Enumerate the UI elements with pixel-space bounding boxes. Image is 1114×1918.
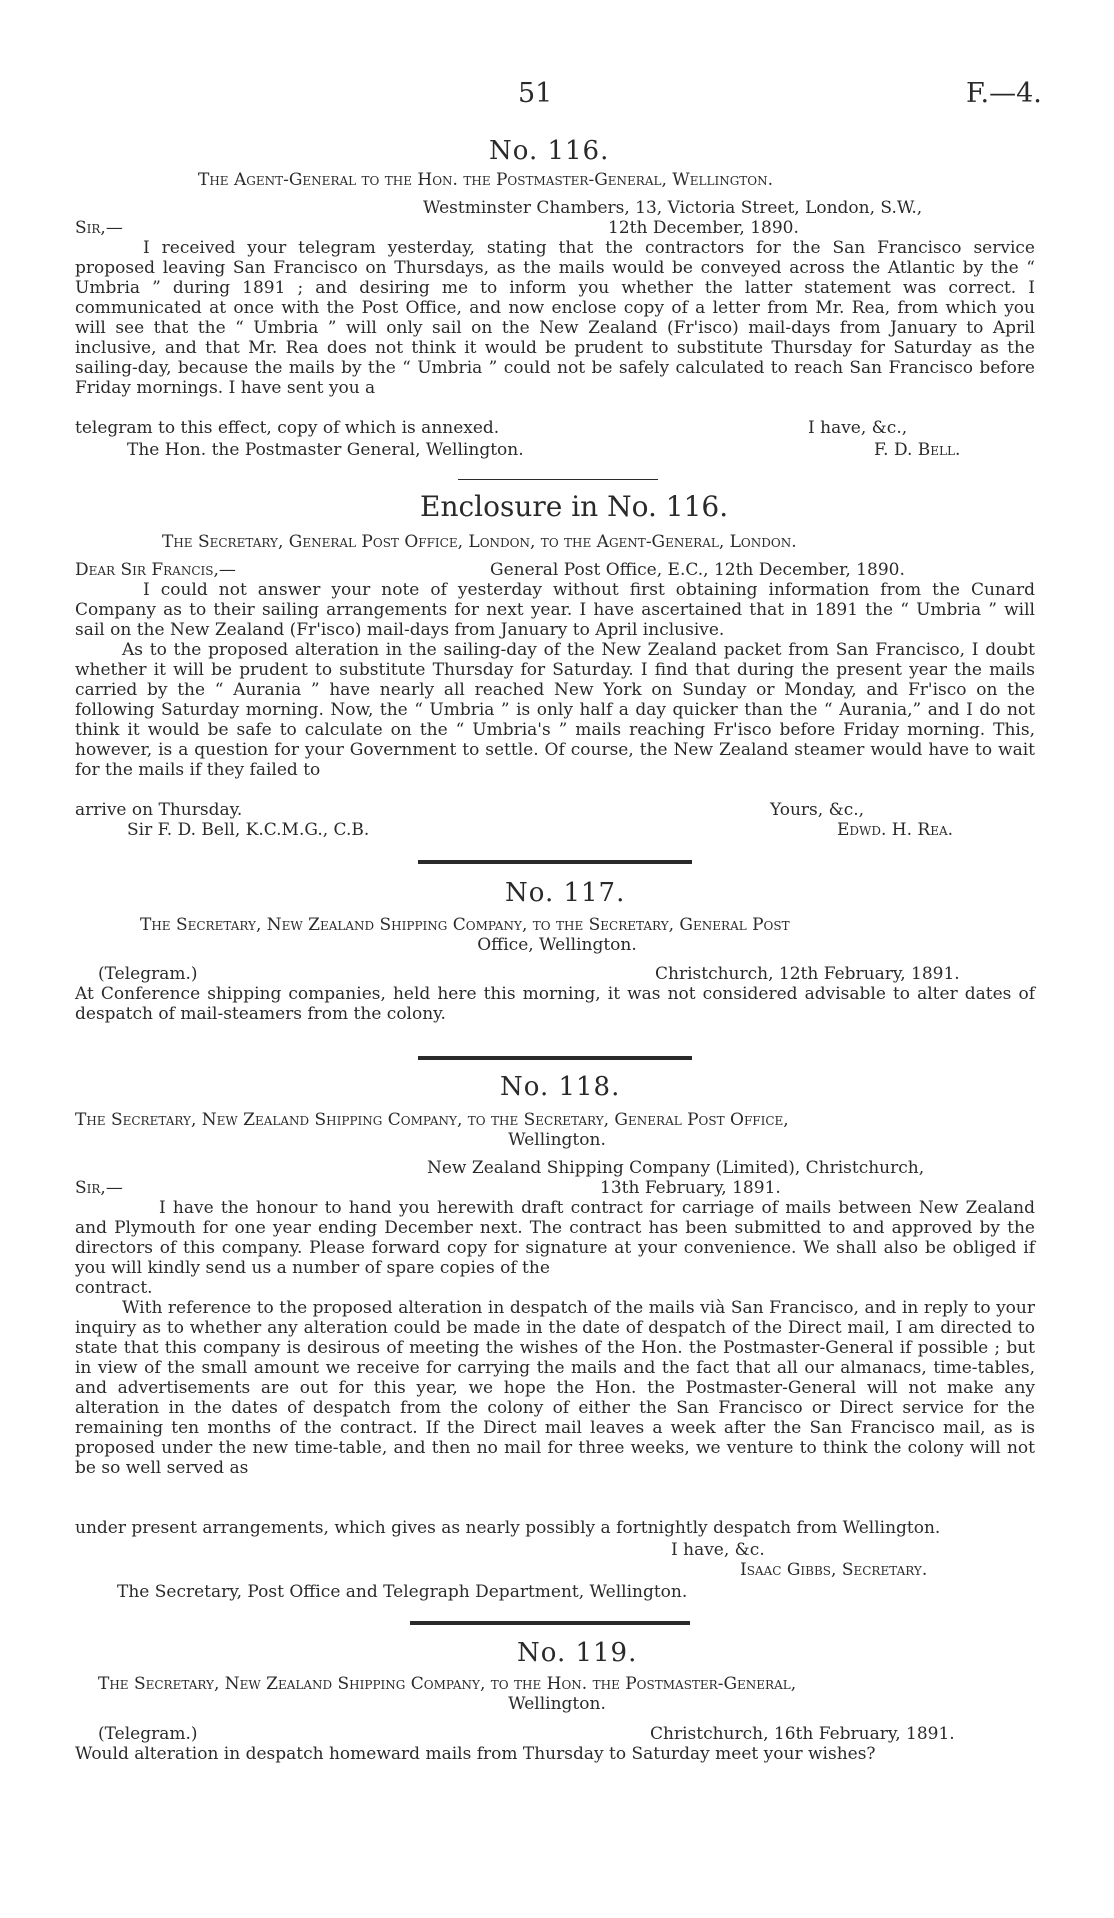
letter-number-117: No. 117. — [505, 878, 626, 908]
enclosure-paragraph-2: As to the proposed alteration in the sailing-day of the New Zealand packet from San Francisco, I doubt whether it will be prudent to substitute Thursday for Saturday. I find that during the present year the mails carried by the “ Aurania ” have nearly all reached New York on Sunday or Monday, and Fr'isco on the following Saturday morning. Now, the “ Umbria ” is only half a day quicker than the “ Aurania,” and I do not think it would be safe to calculate on the “ Umbria's ” mails reaching Fr'isco before Friday morning. This, however, is a question for your Government to settle. Of course, the New Zealand steamer would have to wait for the mails if they failed to — [75, 640, 1035, 780]
letter-119-date-place: Christchurch, 16th February, 1891. — [650, 1724, 955, 1744]
enclosure-closing: Yours, &c., — [770, 800, 865, 820]
letter-116-address: Westminster Chambers, 13, Victoria Street, London, S.W., — [423, 198, 923, 218]
letter-116-body-last-line: telegram to this effect, copy of which is annexed. — [75, 418, 500, 438]
letter-118-date: 13th February, 1891. — [600, 1178, 781, 1198]
divider-thick — [418, 1056, 692, 1060]
letter-number-119: No. 119. — [517, 1638, 638, 1668]
enclosure-title: Enclosure in No. 116. — [420, 490, 729, 523]
divider-thick — [418, 860, 692, 864]
letter-118-address: New Zealand Shipping Company (Limited), Christchurch, — [427, 1158, 925, 1178]
letter-119-body: Would alteration in despatch homeward mails from Thursday to Saturday meet your wishes? — [75, 1744, 876, 1764]
letter-118-signature: Isaac Gibbs, Secretary. — [740, 1560, 928, 1580]
letter-116-body: I received your telegram yesterday, stating that the contractors for the San Francisco service proposed leaving San Francisco on Thursdays, as the mails would be conveyed across the Atlantic by the “ Umbria ” during 1891 ; and desiring me to inform you whether the latter statement was correct. I communicated at once with the Post Office, and now enclose copy of a letter from Mr. Rea, from which you will see that the “ Umbria ” will only sail on the New Zealand (Fr'isco) mail-days from January to April inclusive, and that Mr. Rea does not think it would be prudent to substitute Thursday for Saturday as the sailing-day, because the mails by the “ Umbria ” could not be safely calculated to reach San Francisco before Friday mornings. I have sent you a — [75, 238, 1035, 398]
letter-118-paragraph-1-last-line: contract. — [75, 1278, 153, 1298]
letter-119-from-to-continued: Wellington. — [508, 1694, 606, 1714]
enclosure-addressee: Sir F. D. Bell, K.C.M.G., C.B. — [127, 820, 370, 840]
enclosure-signature: Edwd. H. Rea. — [837, 820, 954, 840]
letter-117-from-to: The Secretary, New Zealand Shipping Company, to the Secretary, General Post — [140, 915, 790, 935]
divider-thin — [458, 479, 658, 480]
letter-116-addressee: The Hon. the Postmaster General, Wellington. — [127, 440, 524, 460]
letter-118-addressee: The Secretary, Post Office and Telegraph Department, Wellington. — [117, 1582, 688, 1602]
letter-118-from-to-continued: Wellington. — [508, 1130, 606, 1150]
enclosure-paragraph-2-last-line: arrive on Thursday. — [75, 800, 243, 820]
letter-118-paragraph-2: With reference to the proposed alteration in despatch of the mails vià San Francisco, and in reply to your inquiry as to whether any alteration could be made in the date of despatch of the Direct mail, I am directed to state that this company is desirous of meeting the wishes of the Hon. the Postmaster-General if possible ; but in view of the small amount we receive for carrying the mails and the fact that all our almanacs, time-tables, and advertisements are out for this year, we hope the Hon. the Postmaster-General will not make any alteration in the dates of despatch from the colony of either the San Francisco or Direct service for the remaining ten months of the contract. If the Direct mail leaves a week after the San Francisco mail, as is proposed under the new time-table, and then no mail for three weeks, we venture to think the colony will not be so well served as — [75, 1298, 1035, 1478]
letter-116-signature: F. D. Bell. — [874, 440, 961, 460]
enclosure-from-to: The Secretary, General Post Office, London, to the Agent-General, London. — [162, 532, 797, 552]
enclosure-salutation: Dear Sir Francis,— — [75, 560, 236, 580]
letter-116-from-to: The Agent-General to the Hon. the Postmaster-General, Wellington. — [198, 170, 774, 190]
enclosure-address: General Post Office, E.C., 12th December, 1890. — [490, 560, 905, 580]
letter-119-from-to: The Secretary, New Zealand Shipping Company, to the Hon. the Postmaster-General, — [98, 1674, 797, 1694]
divider-thick — [410, 1621, 690, 1625]
letter-118-from-to: The Secretary, New Zealand Shipping Company, to the Secretary, General Post Office, — [75, 1110, 789, 1130]
letter-117-date-place: Christchurch, 12th February, 1891. — [655, 964, 960, 984]
letter-116-salutation: Sir,— — [75, 218, 123, 238]
letter-117-type: (Telegram.) — [98, 964, 198, 984]
page-number: 51 — [518, 78, 553, 109]
letter-number-118: No. 118. — [500, 1072, 621, 1102]
letter-116-date: 12th December, 1890. — [608, 218, 799, 238]
enclosure-paragraph-1: I could not answer your note of yesterday without first obtaining information from the Cunard Company as to their sailing arrangements for next year. I have ascertained that in 1891 the “ Umbria ” will sail on the New Zealand (Fr'isco) mail-days from January to April inclusive. — [75, 580, 1035, 640]
letter-118-paragraph-1: I have the honour to hand you herewith draft contract for carriage of mails between New Zealand and Plymouth for one year ending December next. The contract has been submitted to and approved by the directors of this company. Please forward copy for signature at your convenience. We shall also be obliged if you will kindly send us a number of spare copies of the — [75, 1198, 1035, 1278]
letter-117-from-to-continued: Office, Wellington. — [477, 935, 637, 955]
letter-118-salutation: Sir,— — [75, 1178, 123, 1198]
letter-118-paragraph-2-last-line: under present arrangements, which gives as nearly possibly a fortnightly despatch from Wellington. — [75, 1518, 941, 1538]
letter-number-116: No. 116. — [489, 136, 610, 166]
letter-117-body: At Conference shipping companies, held here this morning, it was not considered advisable to alter dates of despatch of mail-steamers from the colony. — [75, 984, 1035, 1024]
document-code: F.—4. — [966, 78, 1042, 109]
letter-119-type: (Telegram.) — [98, 1724, 198, 1744]
letter-116-closing: I have, &c., — [808, 418, 908, 438]
letter-118-closing: I have, &c. — [671, 1540, 765, 1560]
